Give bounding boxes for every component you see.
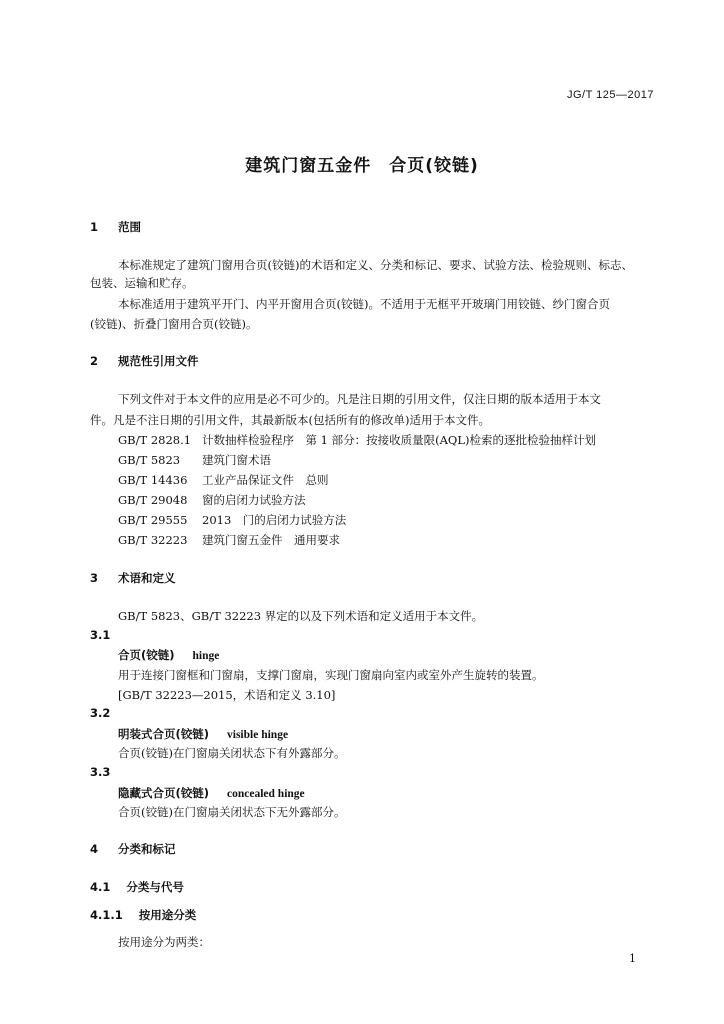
paragraph-line: GB/T 5823、GB/T 32223 界定的以及下列术语和定义适用于本文件。	[118, 609, 484, 623]
section-title: 分类和标记	[118, 842, 176, 856]
reference-item	[118, 432, 596, 448]
section-1-heading	[90, 219, 141, 235]
section-title: 范围	[118, 220, 142, 234]
standard-number: JG/T 125—2017	[566, 89, 654, 101]
page-number: 1	[629, 952, 636, 965]
section-2-heading	[90, 353, 199, 369]
subsection-number: 4.1.1	[90, 908, 123, 922]
reference-title: 窗的启闭力试验方法	[202, 493, 306, 507]
subsection-heading	[90, 907, 196, 923]
section-number: 4	[90, 842, 99, 856]
subsection-title: 按用途分类	[138, 908, 197, 922]
section-number: 2	[90, 354, 99, 368]
reference-code: GB/T 29048	[118, 493, 188, 507]
reference-item	[118, 452, 271, 468]
reference-item	[118, 512, 346, 528]
term-definition: 合页(铰链)在门窗扇关闭状态下有外露部分。	[118, 746, 346, 760]
document-title: 建筑门窗五金件 合页(铰链)	[245, 156, 479, 176]
term-definition: 用于连接门窗框和门窗扇，支撑门窗扇，实现门窗扇向室内或室外产生旋转的装置。	[118, 668, 544, 682]
paragraph-line: 下列文件对于本文件的应用是必不可少的。凡是注日期的引用文件，仅注日期的版本适用于本文	[118, 392, 601, 406]
section-title: 术语和定义	[118, 571, 176, 585]
reference-code: GB/T 29555	[118, 513, 188, 527]
reference-item	[118, 472, 329, 488]
term-chinese: 合页(铰链)	[118, 648, 175, 662]
term-definition: 合页(铰链)在门窗扇关闭状态下无外露部分。	[118, 805, 346, 819]
term-english: visible hinge	[227, 729, 289, 741]
reference-item	[118, 532, 340, 548]
subsection-number: 4.1	[90, 880, 111, 894]
paragraph-line: 本标准适用于建筑平开门、内平开窗用合页(铰链)。不适用于无框平开玻璃门用铰链、纱门窗合页	[118, 297, 610, 311]
reference-code: GB/T 2828.1	[118, 433, 192, 447]
reference-title: 2013 门的启闭力试验方法	[202, 513, 347, 527]
term-chinese: 隐藏式合页(铰链)	[118, 786, 210, 800]
clause-number: 3.1	[90, 628, 111, 642]
section-title: 规范性引用文件	[118, 354, 199, 368]
term-chinese: 明装式合页(铰链)	[118, 727, 210, 741]
paragraph-line: 包装、运输和贮存。	[90, 276, 194, 290]
term-entry	[118, 785, 305, 801]
section-3-heading	[90, 570, 176, 586]
reference-title: 建筑门窗五金件 通用要求	[202, 533, 340, 547]
paragraph-line: 本标准规定了建筑门窗用合页(铰链)的术语和定义、分类和标记、要求、试验方法、检验规则、标志、	[118, 258, 633, 272]
reference-code: GB/T 14436	[118, 473, 188, 487]
term-entry	[118, 647, 219, 663]
reference-title: 建筑门窗术语	[202, 453, 271, 467]
subsection-title: 分类与代号	[126, 880, 184, 894]
reference-title: 工业产品保证文件 总则	[202, 473, 329, 487]
reference-title: 计数抽样检验程序 第 1 部分：按接收质量限(AQL)检索的逐批检验抽样计划	[202, 433, 596, 447]
paragraph-line: 按用途分为两类：	[118, 935, 210, 949]
subsection-heading	[90, 879, 184, 895]
clause-number: 3.2	[90, 706, 111, 720]
clause-number: 3.3	[90, 765, 111, 779]
reference-item	[118, 492, 306, 508]
term-source: [GB/T 32223—2015，术语和定义 3.10]	[118, 688, 336, 702]
reference-code: GB/T 32223	[118, 533, 188, 547]
paragraph-line: 件。凡是不注日期的引用文件，其最新版本(包括所有的修改单)适用于本文件。	[90, 413, 490, 427]
term-english: hinge	[192, 650, 220, 662]
term-entry	[118, 726, 288, 742]
section-4-heading	[90, 841, 176, 857]
section-number: 1	[90, 220, 99, 234]
paragraph-line: (铰链)、折叠门窗用合页(铰链)。	[90, 317, 258, 331]
term-english: concealed hinge	[227, 788, 305, 800]
section-number: 3	[90, 571, 99, 585]
reference-code: GB/T 5823	[118, 453, 181, 467]
